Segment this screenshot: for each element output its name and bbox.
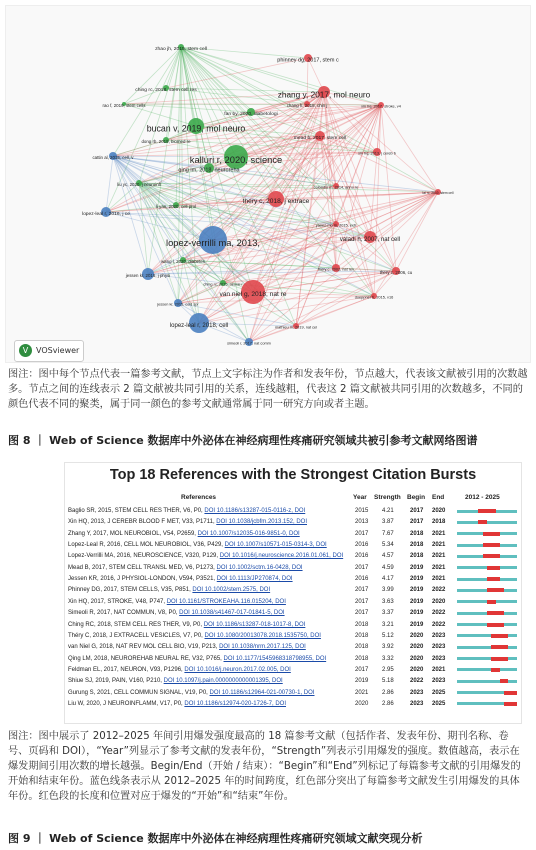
- reference-text: Lopez-Verrilli MA, 2016, NEUROSCIENCE, V320, P129,: [68, 553, 220, 560]
- reference-citation: [68, 506, 350, 517]
- burst-end: 2023: [432, 632, 446, 639]
- burst-segment: [487, 611, 504, 615]
- reference-citation: [68, 654, 350, 665]
- reference-citation: [68, 517, 350, 528]
- burst-begin: 2018: [410, 530, 424, 537]
- reference-text: Mead B, 2017, STEM CELL TRANSL MED, V6, P1273,: [68, 564, 217, 571]
- reference-text: Théry C, 2018, J EXTRACELL VESICLES, V7, P0,: [68, 632, 205, 639]
- burst-row: [65, 631, 521, 642]
- burst-strength: 7.67: [382, 530, 394, 537]
- burst-strength: 4.17: [382, 576, 394, 583]
- burst-row: [65, 654, 521, 665]
- timeline-bar: [457, 691, 517, 694]
- timeline-bar: [457, 532, 517, 535]
- reference-text: Shiue SJ, 2019, PAIN, V160, P210,: [68, 678, 164, 685]
- timeline-bar: [457, 680, 517, 683]
- reference-node-label: zhao jh, 2015, stem cell: [155, 47, 207, 53]
- network-canvas: [6, 6, 531, 363]
- col-begin: Begin: [407, 494, 426, 501]
- reference-citation: [68, 551, 350, 562]
- timeline-bar: [457, 578, 517, 581]
- col-end: End: [432, 494, 445, 501]
- reference-node-label: zhang y, 2017, mol neuro: [277, 90, 371, 100]
- publication-year: 2018: [355, 655, 369, 662]
- reference-node-label: dong rb, 2019, biomed re: [141, 138, 191, 144]
- reference-node-label: lai rc, 2010, stem cell: [422, 191, 454, 196]
- reference-citation: [68, 597, 350, 608]
- reference-node-label: thery c, 2006, cu: [379, 269, 413, 275]
- doi-link[interactable]: DOI 10.1016/j.neuroscience.2016.01.061, DOI: [219, 553, 344, 560]
- reference-node-label: lopez-leal r, 2018, cell: [169, 322, 229, 329]
- doi-link[interactable]: DOI 10.1002/stem.2575, DOI: [192, 587, 271, 594]
- doi-link[interactable]: DOI 10.1186/s13287-015-0116-z, DOI: [204, 508, 306, 514]
- burst-end: 2023: [432, 655, 446, 662]
- timeline-bar: [457, 544, 517, 547]
- publication-year: 2017: [355, 564, 369, 571]
- doi-link[interactable]: DOI 10.1007/s10571-015-0314-3, DOI: [224, 542, 327, 549]
- burst-begin: 2017: [410, 519, 424, 526]
- reference-text: Xin HQ, 2013, J CEREBR BLOOD F MET, V33, P1711,: [68, 519, 217, 526]
- reference-node-label: valadi h, 2007, nat cell: [339, 236, 401, 243]
- publication-year: 2013: [355, 519, 369, 526]
- burst-begin: 2022: [410, 678, 424, 685]
- burst-segment: [491, 645, 508, 649]
- reference-text: van Niel G, 2018, NAT REV MOL CELL BIO, V19, P213,: [68, 644, 220, 651]
- burst-strength: 3.87: [382, 519, 394, 526]
- timeline-bar: [457, 600, 517, 603]
- doi-link[interactable]: DOI 10.1038/nrm.2017.125, DOI: [219, 644, 306, 651]
- reference-node-label: kalluri r, 2020, science: [189, 154, 283, 165]
- burst-row: [65, 699, 521, 710]
- reference-citation: [68, 631, 350, 642]
- reference-node-label: li yan, 2020, cell prol: [155, 203, 197, 209]
- doi-link[interactable]: DOI 10.1186/s13287-018-1017-8, DOI: [203, 621, 306, 628]
- reference-node-label: lopez-verrilli ma, 2013,: [166, 237, 260, 248]
- burst-row: [65, 608, 521, 619]
- burst-strength: 3.37: [382, 610, 394, 617]
- burst-end: 2021: [432, 542, 446, 549]
- reference-node-label: wang l, 2020, diabetes: [161, 258, 205, 264]
- publication-year: 2017: [355, 610, 369, 617]
- burst-segment: [483, 532, 500, 536]
- burst-row: [65, 620, 521, 631]
- publication-year: 2016: [355, 553, 369, 560]
- burst-strength: 4.21: [382, 508, 394, 514]
- reference-citation: [68, 699, 350, 710]
- burst-end: 2021: [432, 666, 446, 673]
- burst-begin: 2020: [410, 666, 424, 673]
- burst-end: 2020: [432, 508, 446, 514]
- reference-node-label: yanez-mo m, 2015, extr: [315, 223, 357, 228]
- reference-node-label: bucan v, 2019, mol neuro: [146, 123, 246, 134]
- burst-end: 2021: [432, 530, 446, 537]
- burst-begin: 2018: [410, 542, 424, 549]
- burst-end: 2025: [432, 700, 446, 707]
- reference-node-label: mead b, 2017, stem cell: [293, 136, 347, 142]
- burst-segment: [478, 520, 487, 524]
- burst-strength: 5.18: [382, 678, 394, 685]
- reference-text: Simeoli R, 2017, NAT COMMUN, V8, P0,: [68, 610, 180, 617]
- reference-citation: [68, 676, 350, 687]
- publication-year: 2018: [355, 621, 369, 628]
- reference-node-label: rao f, 2019, stem cells: [102, 102, 146, 108]
- burst-end: 2022: [432, 587, 446, 594]
- cocitation-link: [381, 105, 396, 271]
- burst-begin: 2017: [410, 508, 424, 514]
- col-strength: Strength: [374, 494, 401, 501]
- reference-text: Gurung S, 2021, CELL COMMUN SIGNAL, V19, P0,: [68, 689, 210, 696]
- col-references: References: [181, 494, 217, 501]
- doi-link[interactable]: DOI 10.1080/20013078.2018.1535750, DOI: [204, 632, 321, 639]
- doi-link[interactable]: DOI 10.1016/j.neuron.2017.02.005, DOI: [184, 666, 291, 673]
- burst-begin: 2018: [410, 553, 424, 560]
- reference-node-label: doeppner tr, 2015, v16: [354, 295, 394, 300]
- doi-link[interactable]: DOI 10.1177/1545968318798955, DOI: [223, 655, 327, 662]
- burst-row: [65, 665, 521, 676]
- citation-burst-table: [64, 462, 522, 724]
- burst-begin: 2020: [410, 644, 424, 651]
- burst-row: [65, 563, 521, 574]
- reference-text: Zhang Y, 2017, MOL NEUROBIOL, V54, P2659,: [68, 530, 198, 537]
- reference-node-label: jessen kr, 2015, cold spr: [157, 302, 199, 307]
- burst-segment: [483, 543, 500, 547]
- burst-segment: [491, 657, 508, 661]
- vosviewer-badge: [14, 340, 84, 362]
- reference-text: Lopez-Leal R, 2016, CELL MOL NEUROBIOL, V36, P429,: [68, 542, 225, 549]
- burst-end: 2021: [432, 576, 446, 583]
- burst-row: [65, 506, 521, 517]
- doi-link[interactable]: DOI 10.1038/s41467-017-01841-5, DOI: [179, 610, 285, 617]
- timeline-bar: [457, 555, 517, 558]
- publication-year: 2021: [355, 689, 369, 696]
- vosviewer-brand-label: VOSviewer: [36, 346, 80, 355]
- publication-year: 2020: [355, 700, 369, 707]
- reference-citation: [68, 563, 350, 574]
- col-timespan: 2012 - 2025: [465, 494, 500, 501]
- reference-citation: [68, 574, 350, 585]
- doi-link[interactable]: DOI 10.1161/STROKEAHA.116.015204, DOI: [166, 598, 286, 605]
- burst-segment: [487, 577, 500, 581]
- cocitation-link: [381, 105, 438, 192]
- timeline-bar: [457, 589, 517, 592]
- burst-end: 2025: [432, 689, 446, 696]
- doi-link[interactable]: DOI 10.1038/jcbfm.2013.152, DOI: [216, 519, 307, 526]
- burst-row: [65, 585, 521, 596]
- figure9-title: 图 9 ｜ Web of Science 数据库中外泌体在神经病理性疼痛研究领域文献突现分析: [8, 832, 423, 845]
- cocitation-link: [370, 192, 438, 237]
- burst-segment: [487, 588, 504, 592]
- reference-citation: [68, 665, 350, 676]
- timeline-bar: [457, 521, 517, 524]
- timeline-bar: [457, 668, 517, 671]
- publication-year: 2018: [355, 644, 369, 651]
- doi-link[interactable]: DOI 10.1186/s12964-021-00730-1, DOI: [209, 689, 315, 696]
- reference-text: Jessen KR, 2016, J PHYSIOL-LONDON, V594, P3521,: [68, 576, 217, 583]
- burst-begin: 2019: [410, 564, 424, 571]
- reference-node-label: qing lm, 2018, neuroreha: [178, 167, 240, 174]
- burst-begin: 2019: [410, 587, 424, 594]
- burst-row: [65, 529, 521, 540]
- burst-segment: [504, 702, 517, 706]
- reference-node-label: colombo m, 2014, annu re: [313, 185, 359, 190]
- burst-begin: 2020: [410, 632, 424, 639]
- burst-strength: 2.95: [382, 666, 394, 673]
- burst-strength: 3.99: [382, 587, 394, 594]
- burst-segment: [487, 566, 500, 570]
- publication-year: 2017: [355, 530, 369, 537]
- reference-node-label: lopez-leal r, 2016, j ce: [81, 212, 131, 218]
- timeline-bar: [457, 702, 517, 705]
- burst-row: [65, 574, 521, 585]
- reference-node-label: jessen kr, 2016, j physi: [125, 272, 171, 278]
- burst-end: 2021: [432, 553, 446, 560]
- timeline-bar: [457, 646, 517, 649]
- burst-row: [65, 688, 521, 699]
- cocitation-link: [249, 296, 374, 342]
- reference-node-label: thery c, 2018, j extrace: [242, 198, 310, 206]
- reference-node-label: fan by, 2020, diabetologi: [224, 112, 278, 118]
- reference-text: Liu W, 2020, J NEUROINFLAMM, V17, P0,: [68, 700, 185, 707]
- doi-link[interactable]: DOI 10.1186/s12974-020-1726-7, DOI: [184, 700, 286, 707]
- reference-node-label: liu yc, 2020, j neuroinfl: [117, 181, 161, 187]
- reference-node-label: chang h, 2018, chin j: [286, 102, 328, 108]
- reference-node-label: xin hq, 2013, j cereb b: [358, 151, 396, 156]
- burst-segment: [487, 623, 504, 627]
- burst-row: [65, 597, 521, 608]
- reference-node-label: phinney dg, 2017, stem c: [277, 57, 339, 64]
- burst-begin: 2023: [410, 689, 424, 696]
- publication-year: 2017: [355, 666, 369, 673]
- reference-text: Baglio SR, 2015, STEM CELL RES THER, V6, P0,: [68, 508, 205, 514]
- burst-begin: 2019: [410, 598, 424, 605]
- reference-node-label: van niel g, 2018, nat re: [219, 291, 287, 299]
- reference-text: Xin HQ, 2017, STROKE, V48, P747,: [68, 598, 167, 605]
- reference-text: Ching RC, 2018, STEM CELL RES THER, V9, P0,: [68, 621, 204, 628]
- burst-end: 2018: [432, 519, 446, 526]
- burst-segment: [487, 600, 496, 604]
- publication-year: 2018: [355, 632, 369, 639]
- reference-citation: [68, 620, 350, 631]
- reference-node-label: mathieu m, 2019, nat cel: [274, 325, 318, 330]
- burst-strength: 3.63: [382, 598, 394, 605]
- burst-end: 2023: [432, 644, 446, 651]
- burst-strength: 3.32: [382, 655, 394, 662]
- burst-strength: 2.86: [382, 689, 394, 696]
- timeline-bar: [457, 623, 517, 626]
- reference-node-label: cattin al, 2015, cell, v: [92, 154, 134, 160]
- publication-year: 2017: [355, 598, 369, 605]
- figure8-title: 图 8 ｜ Web of Science 数据库中外泌体在神经病理性疼痛研究领域共被引参考文献网络图谱: [8, 434, 478, 447]
- timeline-bar: [457, 634, 517, 637]
- publication-year: 2016: [355, 576, 369, 583]
- burst-strength: 3.21: [382, 621, 394, 628]
- burst-strength: 2.86: [382, 700, 394, 707]
- burst-segment: [491, 668, 500, 672]
- figure9-caption: 图注：图中展示了 2012–2025 年间引用爆发强度最高的 18 篇参考文献（包括作者、发表年份、期刊名称、卷号、页码和 DOI），“Year”列显示了参考文献的发表年份，“Strength”列表示引用爆发的强度。数值越高，表示在爆发期间引用次数的增长越强。Begin/End（开始 / 结束）：“Begin”和“End”列标记了每篇参考文献的引用爆发的开始和结束年份。蓝色线条表示从 2012–2025 年的时间跨度，红色部分突出了每篇参考文献发生引用爆发的具体年份。红色段的长度和位置对应于爆发的“开始”和“结束”年份。: [8, 731, 521, 802]
- publication-year: 2017: [355, 587, 369, 594]
- burst-segment: [491, 634, 508, 638]
- publication-year: 2019: [355, 678, 369, 685]
- reference-text: Qing LM, 2018, NEUROREHAB NEURAL RE, V32, P765,: [68, 655, 224, 662]
- burst-strength: 5.34: [382, 542, 394, 549]
- burst-row: [65, 517, 521, 528]
- timeline-bar: [457, 612, 517, 615]
- cocitation-link: [374, 105, 381, 296]
- reference-citation: [68, 529, 350, 540]
- doi-link[interactable]: DOI 10.1002/sctm.16-0428, DOI: [216, 564, 303, 571]
- figure8-caption: 图注：图中每个节点代表一篇参考文献，节点上文字标注为作者和发表年份，节点越大，代表该文献被引用的次数越多。节点之间的连线表示 2 篇文献被共同引用的关系，连线越粗，代表这 2 篇文献被共同引用的次数越多，不同的颜色代表不同的聚类，属于同一颜色的参考文献通常属于同一研究方向或者主题。: [8, 369, 528, 410]
- burst-row: [65, 540, 521, 551]
- reference-citation: [68, 608, 350, 619]
- doi-link[interactable]: DOI 10.1113/JP270874, DOI: [216, 576, 293, 583]
- burst-table-heading: Top 18 References with the Strongest Citation Bursts: [109, 467, 477, 483]
- reference-citation: [68, 688, 350, 699]
- burst-segment: [500, 679, 509, 683]
- burst-segment: [504, 691, 517, 695]
- reference-text: Phinney DG, 2017, STEM CELLS, V35, P851,: [68, 587, 193, 594]
- burst-begin: 2019: [410, 610, 424, 617]
- timeline-bar: [457, 510, 517, 513]
- burst-strength: 4.57: [382, 553, 394, 560]
- burst-segment: [478, 509, 495, 513]
- timeline-bar: [457, 566, 517, 569]
- burst-strength: 4.59: [382, 564, 394, 571]
- burst-end: 2022: [432, 610, 446, 617]
- burst-row: [65, 642, 521, 653]
- burst-begin: 2023: [410, 700, 424, 707]
- reference-node-label: xin hq, 2017, stroke, v4: [361, 104, 401, 109]
- burst-begin: 2020: [410, 655, 424, 662]
- reference-citation: [68, 585, 350, 596]
- burst-strength: 3.92: [382, 644, 394, 651]
- reference-node-label: ching rc, 2015, neural r: [203, 282, 243, 287]
- doi-link[interactable]: DOI 10.1007/s12035-016-9851-0, DOI: [197, 530, 300, 537]
- reference-citation: [68, 540, 350, 551]
- burst-row: [65, 551, 521, 562]
- reference-citation: [68, 642, 350, 653]
- vosviewer-logo-icon: V: [19, 344, 32, 357]
- cocitation-network-figure: [5, 5, 531, 363]
- burst-strength: 5.12: [382, 632, 394, 639]
- burst-end: 2023: [432, 678, 446, 685]
- burst-end: 2020: [432, 598, 446, 605]
- burst-end: 2022: [432, 621, 446, 628]
- reference-node-label: simeoli r, 2017, nat comm: [227, 341, 271, 346]
- reference-node-label: thery c, 2002, nat rev: [317, 267, 355, 272]
- burst-begin: 2019: [410, 576, 424, 583]
- col-year: Year: [353, 494, 367, 501]
- publication-year: 2015: [355, 508, 369, 514]
- burst-segment: [483, 554, 500, 558]
- burst-begin: 2019: [410, 621, 424, 628]
- doi-link[interactable]: DOI 10.1097/j.pain.0000000000001395, DOI: [163, 678, 283, 685]
- reference-text: Feldman EL, 2017, NEURON, V93, P1296,: [68, 666, 185, 673]
- timeline-bar: [457, 657, 517, 660]
- publication-year: 2016: [355, 542, 369, 549]
- reference-node-label: ching rc, 2018, stem cell res: [135, 88, 197, 94]
- burst-row: [65, 676, 521, 687]
- burst-end: 2021: [432, 564, 446, 571]
